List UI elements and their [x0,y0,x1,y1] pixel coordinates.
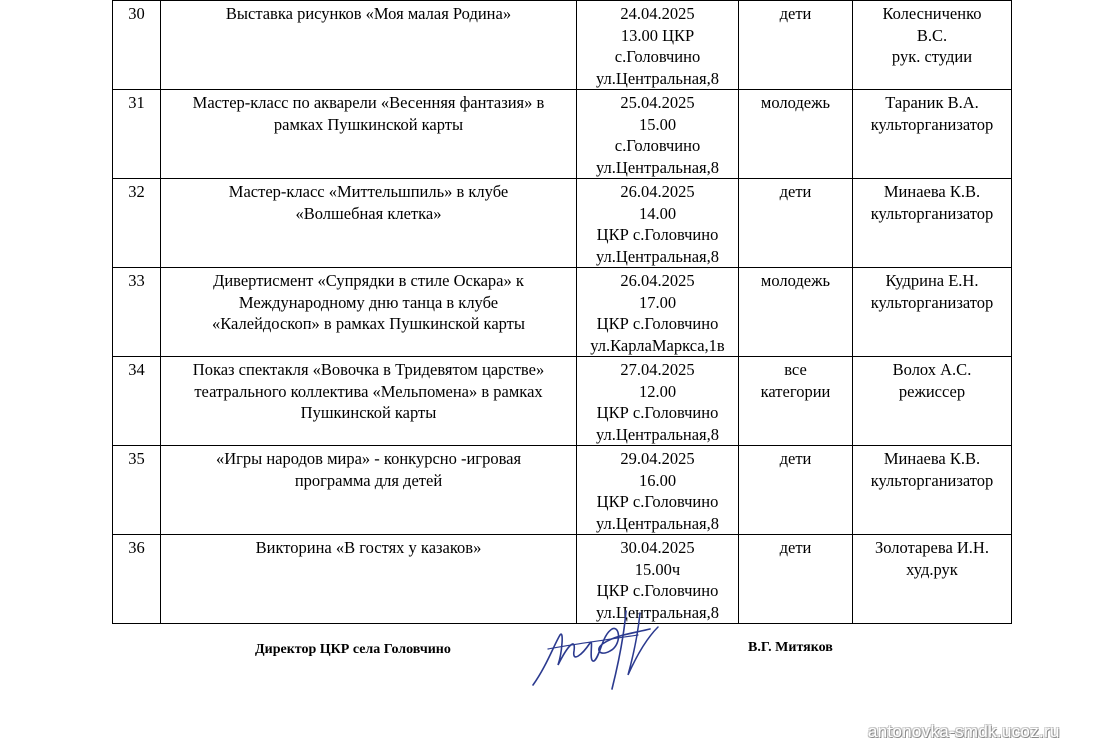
event-audience [739,535,853,624]
row-number: 30 [113,1,161,90]
event-datetime-place-line: ул.Центральная,8 [596,424,719,444]
event-responsible [853,357,1012,446]
event-audience-line: дети [779,538,812,557]
table-row [113,90,1012,179]
table-row [113,357,1012,446]
row-number: 33 [113,268,161,357]
event-title-line: «Игры народов мира» - конкурсно -игровая [215,449,522,468]
event-datetime-place-line: 15.00ч [634,559,681,579]
event-responsible [853,446,1012,535]
event-audience-line: дети [779,182,812,201]
event-audience-line: молодежь [760,271,831,290]
event-datetime-place-line: ул.Центральная,8 [596,246,719,266]
event-datetime-place-line: ЦКР с.Головчино [596,581,719,600]
event-datetime-place-line: 26.04.2025 [620,271,695,290]
event-title-line: Мастер-класс «Миттельшпиль» в клубе [228,182,509,201]
event-title-line: Дивертисмент «Супрядки в стиле Оскара» к [213,271,524,290]
event-datetime-place-line: с.Головчино [614,136,701,155]
event-title-line: Показ спектакля «Вовочка в Тридевятом царстве» [192,360,545,379]
table-row [113,179,1012,268]
event-title [161,535,577,624]
event-responsible-line: Волох А.С. [892,360,972,379]
event-audience [739,90,853,179]
table-row [113,446,1012,535]
event-title [161,357,577,446]
event-audience [739,1,853,90]
event-responsible-line: худ.рук [906,559,958,579]
event-datetime-place-line: ЦКР с.Головчино [596,403,719,422]
event-responsible-line: Тараник В.А. [885,93,979,112]
event-datetime-place-line: ул.Центральная,8 [596,513,719,533]
event-responsible-line: культорганизатор [870,470,994,490]
event-title-line: Мастер-класс по акварели «Весенняя фантазия» в [192,93,545,112]
event-audience [739,268,853,357]
table-row [113,1,1012,90]
event-datetime-place-line: ЦКР с.Головчино [596,225,719,244]
row-number: 34 [113,357,161,446]
event-audience-line: категории [760,381,831,401]
event-audience-line: дети [779,449,812,468]
event-responsible [853,179,1012,268]
event-responsible-line: Минаева К.В. [883,449,981,468]
event-responsible-line: рук. студии [891,47,973,66]
row-number: 31 [113,90,161,179]
event-responsible-line: В.С. [916,25,948,45]
row-number: 32 [113,179,161,268]
site-watermark: antonovka-smdk.ucoz.ru [868,722,1060,741]
event-responsible-line: Минаева К.В. [883,182,981,201]
event-title [161,446,577,535]
event-datetime-place-line: 27.04.2025 [620,360,695,379]
event-datetime-place-line: ул.Центральная,8 [596,602,719,622]
event-datetime-place-line: ЦКР с.Головчино [596,492,719,511]
event-datetime-place-line: ул.КарлаМаркса,1в [590,335,725,355]
event-title-line: Викторина «В гостях у казаков» [255,538,482,557]
event-title-line: Пушкинской карты [300,403,437,422]
event-datetime-place [577,90,739,179]
event-title [161,268,577,357]
event-title-line: рамках Пушкинской карты [273,114,464,134]
event-audience [739,179,853,268]
event-audience-line: все [784,360,807,379]
event-title-line: театрального коллектива «Мельпомена» в рамках [194,381,543,401]
director-name: В.Г. Митяков [748,640,833,655]
event-title [161,90,577,179]
event-responsible-line: культорганизатор [870,114,994,134]
event-datetime-place [577,268,739,357]
event-datetime-place [577,357,739,446]
event-datetime-place-line: с.Головчино [614,47,701,66]
event-title [161,179,577,268]
event-audience-line: молодежь [760,93,831,112]
row-number: 35 [113,446,161,535]
event-title [161,1,577,90]
event-datetime-place-line: 15.00 [638,114,677,134]
event-datetime-place-line: 24.04.2025 [620,4,695,23]
event-responsible-line: режиссер [898,381,966,401]
event-responsible [853,90,1012,179]
events-table [112,0,1012,624]
event-datetime-place-line: 12.00 [638,381,677,401]
event-responsible [853,1,1012,90]
event-datetime-place-line: 16.00 [638,470,677,490]
event-responsible-line: культорганизатор [870,292,994,312]
event-audience [739,357,853,446]
event-datetime-place-line: 30.04.2025 [620,538,695,557]
director-position: Директор ЦКР села Головчино [255,642,451,657]
event-datetime-place-line: 26.04.2025 [620,182,695,201]
event-datetime-place [577,1,739,90]
event-datetime-place [577,179,739,268]
event-responsible-line: Кудрина Е.Н. [885,271,979,290]
row-number: 36 [113,535,161,624]
event-datetime-place-line: 13.00 ЦКР [620,25,695,45]
event-responsible-line: культорганизатор [870,203,994,223]
event-responsible-line: Колесниченко [882,4,982,23]
event-title-line: «Волшебная клетка» [295,203,442,223]
event-title-line: Международному дню танца в клубе [238,292,499,312]
event-responsible-line: Золотарева И.Н. [875,538,989,557]
event-title-line: программа для детей [294,470,443,490]
event-datetime-place-line: ул.Центральная,8 [596,68,719,88]
event-responsible [853,535,1012,624]
event-datetime-place-line: 17.00 [638,292,677,312]
event-datetime-place [577,446,739,535]
event-audience-line: дети [779,4,812,23]
event-datetime-place-line: 25.04.2025 [620,93,695,112]
event-datetime-place-line: 14.00 [638,203,677,223]
event-datetime-place-line: 29.04.2025 [620,449,695,468]
event-datetime-place-line: ул.Центральная,8 [596,157,719,177]
signature-image [528,605,668,691]
event-title-line: Выставка рисунков «Моя малая Родина» [225,4,512,23]
event-audience [739,446,853,535]
event-responsible [853,268,1012,357]
event-title-line: «Калейдоскоп» в рамках Пушкинской карты [212,314,525,333]
event-datetime-place-line: ЦКР с.Головчино [596,314,719,333]
table-row [113,268,1012,357]
